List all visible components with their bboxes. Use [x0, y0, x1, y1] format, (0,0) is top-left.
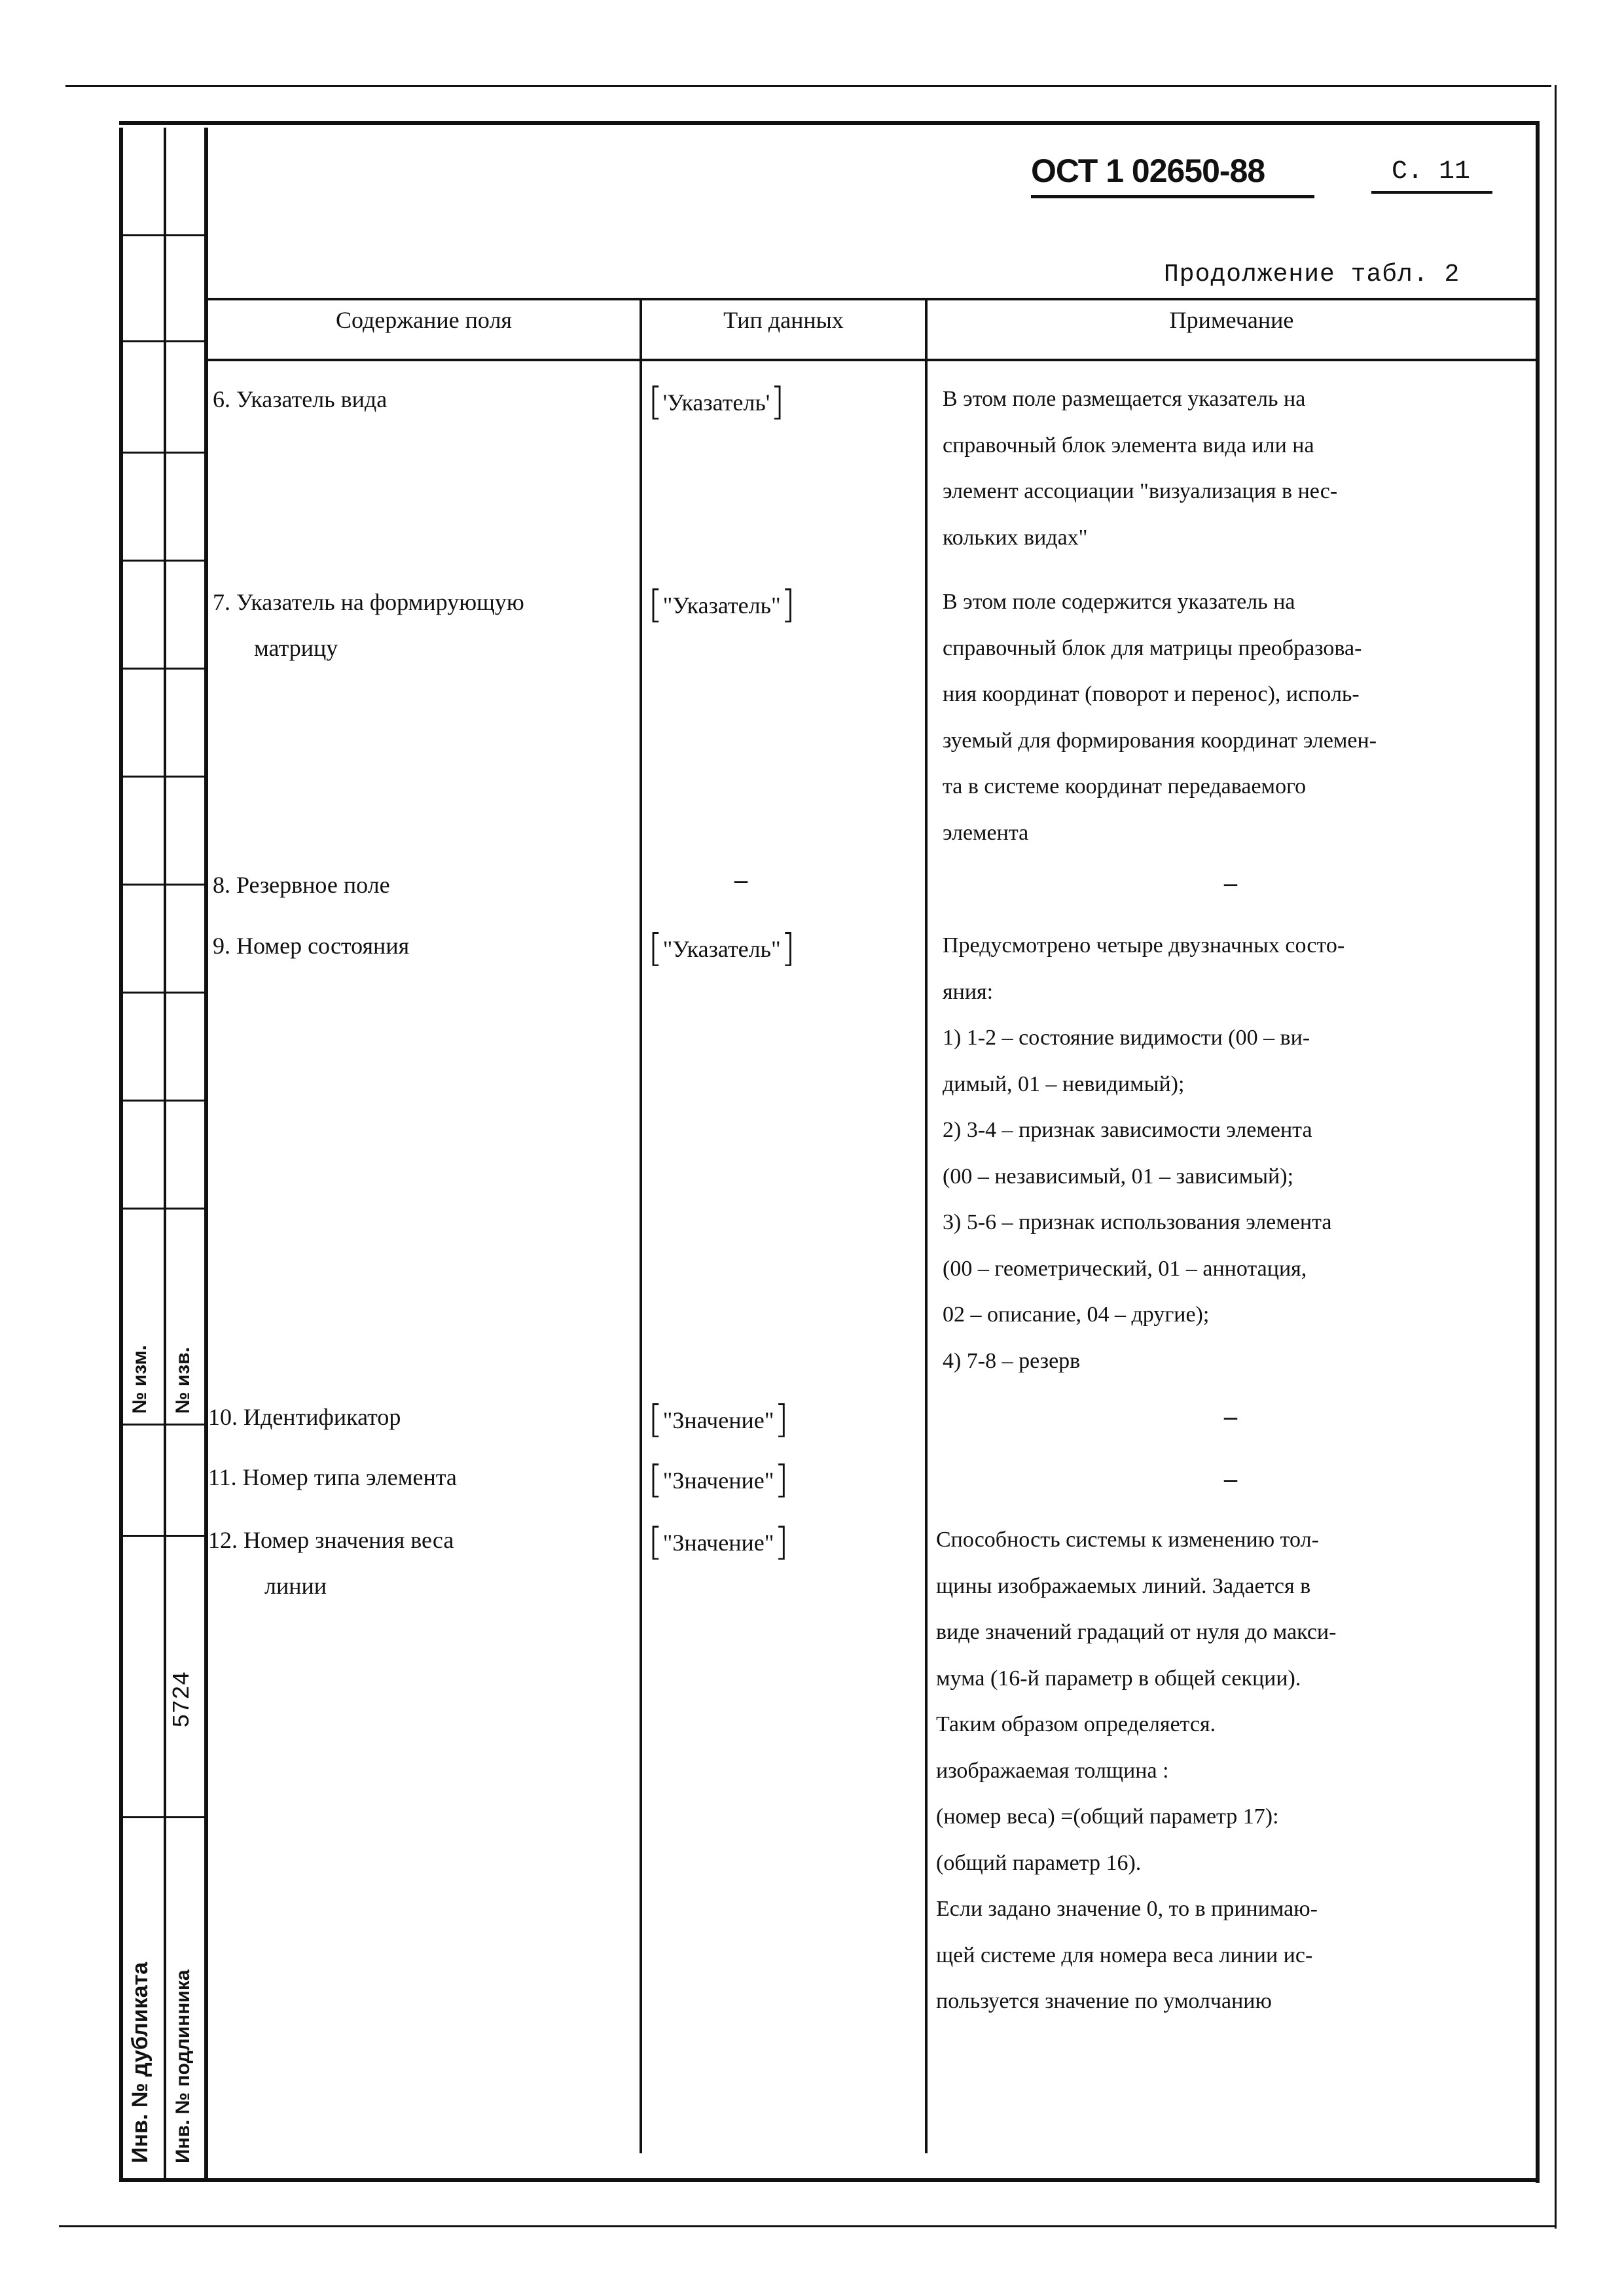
note-line: справочный блок для матрицы преобразова- — [943, 636, 1362, 660]
change-number-label: № изм. — [129, 1345, 151, 1414]
note-line: изображаемая толщина : — [936, 1758, 1169, 1783]
duplicate-inventory-label: Инв. № дубликата — [128, 1962, 153, 2163]
margin-rule — [119, 1100, 208, 1102]
note-line: та в системе координат передаваемого — [943, 774, 1307, 798]
column-divider-2 — [925, 298, 928, 2153]
outer-bottom-rule — [59, 2225, 1557, 2227]
type-value: "Указатель" — [662, 936, 781, 962]
document-code-underline — [1031, 195, 1314, 198]
table-row-field — [208, 1517, 454, 1609]
note-line: мума (16-й параметр в общей секции). — [936, 1666, 1301, 1691]
column-header-note: Примечание — [1169, 307, 1294, 333]
field-line: матрицу — [254, 635, 338, 661]
note-line: димый, 01 – невидимый); — [943, 1071, 1185, 1096]
table-row-type: ["Значение"] — [648, 1397, 789, 1441]
type-value: "Значение" — [662, 1407, 774, 1433]
column-header-content: Содержание поля — [336, 307, 512, 333]
note-line: 3) 5-6 – признак использования элемента — [943, 1210, 1332, 1234]
type-dash: – — [734, 865, 748, 894]
margin-rule — [119, 668, 208, 670]
original-inventory-value: 5724 — [169, 1671, 196, 1728]
note-line: (общий параметр 16). — [936, 1850, 1142, 1875]
page-number-underline — [1371, 191, 1492, 194]
table-row-note — [943, 923, 1532, 1384]
note-line: (00 – геометрический, 01 – аннотация, — [943, 1256, 1307, 1281]
note-line: Если задано значение 0, то в принимаю- — [936, 1897, 1318, 1921]
note-line: В этом поле размещается указатель на — [943, 387, 1306, 411]
type-value: "Значение" — [662, 1530, 774, 1556]
note-line: 4) 7-8 – резерв — [943, 1348, 1081, 1373]
margin-rule — [119, 1208, 208, 1210]
top-rule — [65, 85, 1551, 87]
table-header-top-rule — [204, 298, 1540, 300]
table-row-field: 6. Указатель вида — [213, 386, 388, 412]
type-value: "Указатель" — [662, 592, 781, 619]
table-row-note — [943, 376, 1532, 561]
table-row-field — [213, 579, 524, 671]
frame-main-left-rule — [204, 128, 208, 2179]
margin-rule — [119, 340, 208, 342]
note-line: пользуется значение по умолчанию — [936, 1989, 1272, 2013]
note-line: (00 – независимый, 01 – зависимый); — [943, 1164, 1294, 1189]
margin-rule — [119, 234, 208, 236]
note-line: Таким образом определяется. — [936, 1712, 1216, 1736]
frame-margin-rule — [164, 128, 166, 2179]
note-line: кольких видах" — [943, 525, 1088, 550]
margin-rule — [119, 1535, 208, 1537]
note-line: 2) 3-4 – признак зависимости элемента — [943, 1118, 1312, 1142]
type-value: "Значение" — [662, 1467, 774, 1494]
margin-rule — [119, 884, 208, 886]
frame-top-rule — [119, 121, 1540, 125]
table-row-type: ["Значение"] — [648, 1519, 789, 1564]
document-code: ОСТ 1 02650-88 — [1031, 152, 1265, 189]
table-row-field: 9. Номер состояния — [213, 933, 410, 959]
note-line: 1) 1-2 – состояние видимости (00 – ви- — [943, 1026, 1310, 1050]
note-line: В этом поле содержится указатель на — [943, 590, 1295, 614]
note-line: зуемый для формирования координат элемен- — [943, 728, 1377, 753]
note-line: щины изображаемых линий. Задается в — [936, 1573, 1311, 1598]
note-line: ния координат (поворот и перенос), исполь- — [943, 682, 1360, 706]
table-row-type: ["Указатель"] — [648, 582, 796, 626]
type-value: 'Указатель' — [662, 389, 770, 416]
margin-rule — [119, 1816, 208, 1818]
note-line: яния: — [943, 979, 994, 1004]
table-row-field: 8. Резервное поле — [213, 872, 390, 898]
margin-rule — [119, 452, 208, 454]
note-line: Способность системы к изменению тол- — [936, 1528, 1319, 1552]
column-divider-1 — [640, 298, 642, 2153]
page-number: С. 11 — [1392, 157, 1471, 187]
note-dash: – — [1224, 868, 1237, 897]
field-line: 7. Указатель на формирующую — [213, 589, 524, 615]
margin-rule — [119, 992, 208, 994]
note-line: виде значений градаций от нуля до макси- — [936, 1620, 1337, 1644]
note-line: элемента — [943, 820, 1029, 845]
note-dash: – — [1224, 1401, 1237, 1431]
note-dash: – — [1224, 1463, 1237, 1493]
column-header-type: Тип данных — [723, 307, 844, 333]
margin-rule — [119, 776, 208, 778]
margin-rule — [119, 1424, 208, 1426]
notice-number-label: № изв. — [172, 1347, 194, 1414]
table-row-type: ["Указатель"] — [648, 925, 796, 970]
note-line: справочный блок элемента вида или на — [943, 433, 1314, 457]
note-line: (номер веса) =(общий параметр 17): — [936, 1804, 1279, 1829]
table-row-note — [943, 579, 1532, 856]
note-line: 02 – описание, 04 – другие); — [943, 1302, 1210, 1327]
note-line: элемент ассоциации "визуализация в нес- — [943, 479, 1338, 503]
outer-right-rule — [1555, 85, 1557, 2229]
table-row-field: 10. Идентификатор — [208, 1404, 401, 1430]
frame-right-rule — [1536, 121, 1540, 2183]
frame-left-rule — [119, 128, 123, 2179]
note-line: щей системе для номера веса линии ис- — [936, 1943, 1313, 1967]
table-row-field: 11. Номер типа элемента — [208, 1464, 457, 1490]
field-line: 12. Номер значения веса — [208, 1527, 454, 1553]
table-row-type: ["Значение"] — [648, 1457, 789, 1501]
table-row-note — [936, 1517, 1525, 2025]
original-inventory-label: Инв. № подлинника — [172, 1969, 194, 2163]
table-row-type: ['Указатель'] — [648, 379, 785, 423]
margin-rule — [119, 560, 208, 562]
field-line: линии — [264, 1573, 327, 1599]
frame-bottom-rule — [119, 2178, 1540, 2182]
table-header-bottom-rule — [204, 359, 1540, 361]
table-continuation-caption: Продолжение табл. 2 — [1164, 260, 1460, 289]
note-line: Предусмотрено четыре двузначных состо- — [943, 933, 1345, 958]
